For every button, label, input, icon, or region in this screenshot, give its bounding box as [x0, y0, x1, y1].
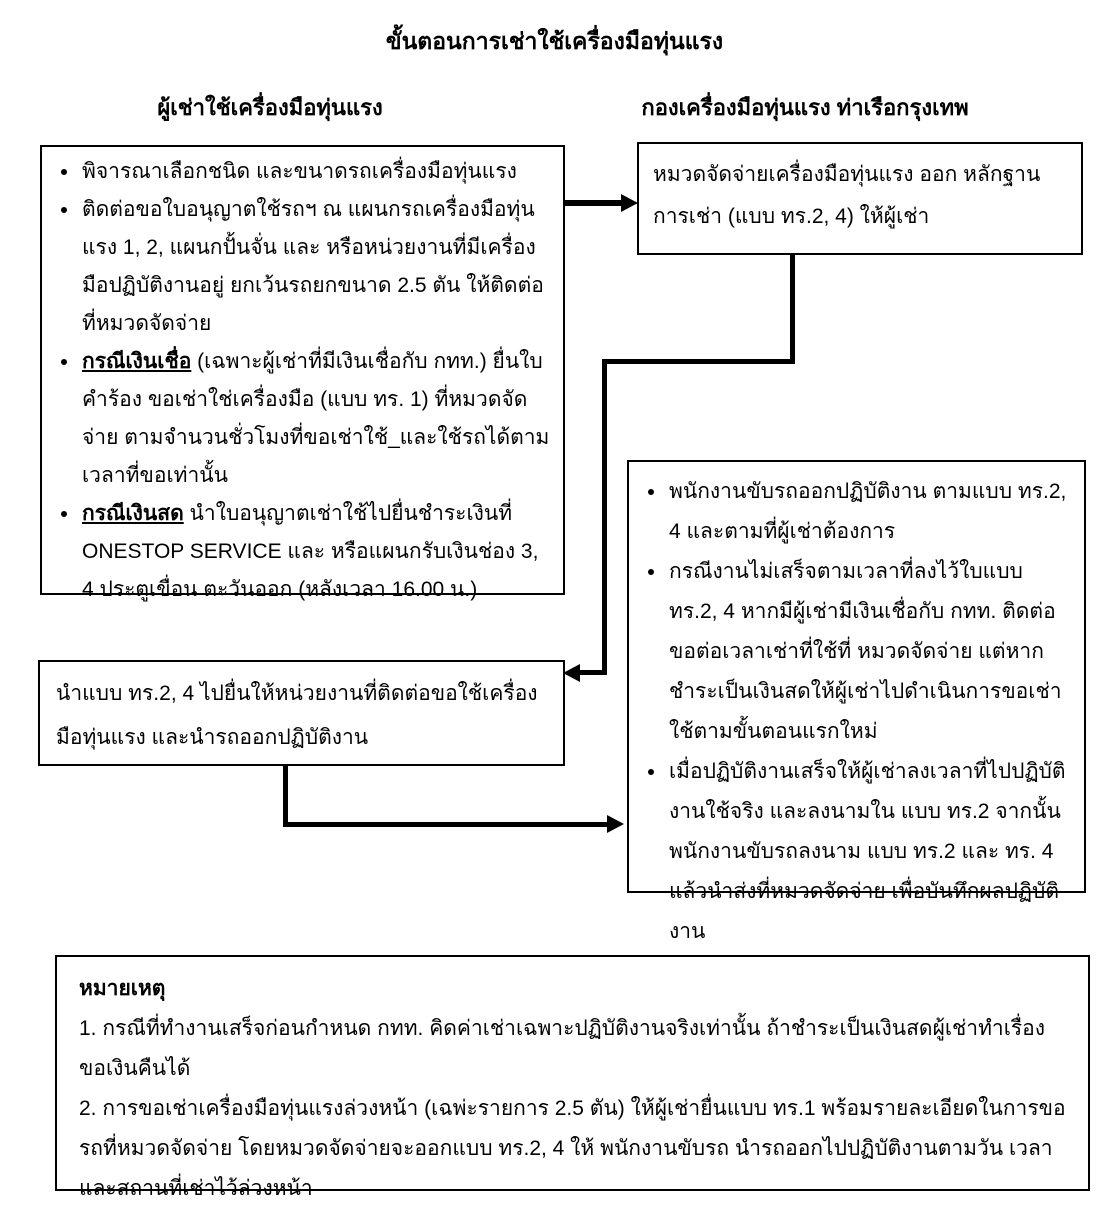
notes-box — [55, 955, 1090, 1200]
issue-evidence-box — [637, 142, 1083, 255]
operation-list — [637, 472, 1072, 952]
arrow-right-icon — [607, 815, 624, 833]
list-item-text: (เฉพาะผู้เช่าที่มีเงินเชื่อกับ กทท.) ยื่นใบคำร้อง ขอเช่าใช่เครื่องมือ (แบบ ทร. 1) ที่หมวดจัดจ่าย ตามจำนวนชั่วโมงที่ขอเช่าใช้_และใช้รถได้ตามเวลาที่ขอเท่านั้น — [82, 350, 550, 487]
case-label-credit: กรณีเงินเชื่อ — [82, 350, 192, 373]
connector-submit-down-line — [283, 765, 288, 827]
arrow-renter-to-issue-line — [565, 200, 623, 206]
list-item-text: กรณีงานไม่เสร็จตามเวลาที่ลงไว้ใบแบบ ทร.2, 4 หากมีผู้เช่ามีเงินเชื่อกับ กทท. ติดต่อขอต่อเวลาเช่าที่ใช้ที่ หมวดจัดจ่าย แต่หากชำระเป็นเงินสดให้ผู้เช่าไปดำเนินการขอเช่าใช้ตามขั้นตอนแรกใหม่ — [669, 560, 1062, 743]
submit-form-box — [38, 660, 565, 766]
list-item — [80, 495, 551, 609]
list-item — [80, 191, 551, 343]
notes-title: หมายเหตุ — [79, 977, 166, 1000]
arrow-right-icon — [621, 194, 638, 212]
list-item-text: พิจารณาเลือกชนิด และขนาดรถเครื่องมือทุ่นแรง — [82, 160, 517, 183]
note-line: 1. กรณีที่ทำงานเสร็จก่อนกำหนด กทท. คิดค่าเช่าเฉพาะปฏิบัติงานจริงเท่านั้น ถ้าชำระเป็นเงินสดผู้เช่าทำเรื่องขอเงินคืนได้ — [79, 1017, 1046, 1080]
connector-issue-horizontal-line — [602, 359, 795, 364]
case-label-cash: กรณีเงินสด — [82, 502, 184, 525]
list-item-text: ติดต่อขอใบอนุญาตใช้รถฯ ณ แผนกรถเครื่องมือทุ่นแรง 1, 2, แผนกปั้นจั่น และ หรือหน่วยงานที่มีเครื่องมือปฏิบัติงานอยู่ ยกเว้นรถยกขนาด 2.5 ตัน ให้ติดต่อที่หมวดจัดจ่าย — [82, 198, 544, 335]
list-item — [667, 472, 1072, 552]
list-item-text: เมื่อปฏิบัติงานเสร็จให้ผู้เช่าลงเวลาที่ไปปฏิบัติงานใช้จริง และลงนามใน แบบ ทร.2 จากนั้นพนักงานขับรถลงนาม แบบ ทร.2 และ ทร. 4 แล้วนำส่งที่หมวดจัดจ่าย เพื่อบันทึกผลปฏิบัติงาน — [669, 760, 1066, 943]
column-header-department: กองเครื่องมือทุ่นแรง ท่าเรือกรุงเทพ — [641, 95, 969, 120]
list-item-text: นำใบอนุญาตเช่าใช้ไปยื่นชำระเงินที่ ONESTOP SERVICE และ หรือแผนกรับเงินช่อง 3, 4 ประตูเขื่อน ตะวันออก (หลังเวลา 16.00 น.) — [82, 502, 539, 601]
renter-steps-list — [50, 153, 551, 609]
connector-down-to-submit-line — [602, 359, 607, 673]
submit-form-text: นำแบบ ทร.2, 4 ไปยื่นให้หน่วยงานที่ติดต่อขอใช้เครื่องมือทุ่นแรง และนำรถออกปฏิบัติงาน — [56, 682, 538, 749]
connector-issue-down-line — [790, 255, 795, 363]
page-title: ขั้นตอนการเช่าใช้เครื่องมือทุ่นแรง — [385, 28, 724, 54]
issue-evidence-text: หมวดจัดจ่ายเครื่องมือทุ่นแรง ออก หลักฐานการเช่า (แบบ ทร.2, 4) ให้ผู้เช่า — [653, 163, 1041, 228]
renter-steps-box — [40, 145, 565, 601]
list-item — [80, 343, 551, 495]
column-header-renter: ผู้เช่าใช้เครื่องมือทุ่นแรง — [157, 95, 383, 120]
list-item — [667, 752, 1072, 952]
list-item — [667, 552, 1072, 752]
arrow-left-icon — [563, 664, 580, 682]
arrow-into-submit-line — [579, 670, 607, 675]
list-item — [80, 153, 551, 191]
note-line: 2. การขอเช่าเครื่องมือทุ่นแรงล่วงหน้า (เฉพ่ะรายการ 2.5 ตัน) ให้ผู้เช่ายื่นแบบ ทร.1 พร้อมรายละเอียดในการขอรถที่หมวดจัดจ่าย โดยหมวดจัดจ่ายจะออกแบบ ทร.2, 4 ให้ พนักงานขับรถ นำรถออกไปปฏิบัติงานตามวัน เวลา และสถานที่เช่าไว้ล่วงหน้า — [79, 1097, 1066, 1200]
list-item-text: พนักงานขับรถออกปฏิบัติงาน ตามแบบ ทร.2, 4 และตามที่ผู้เช่าต้องการ — [669, 480, 1067, 543]
operation-box — [627, 460, 1086, 943]
arrow-into-operation-line — [283, 822, 608, 827]
